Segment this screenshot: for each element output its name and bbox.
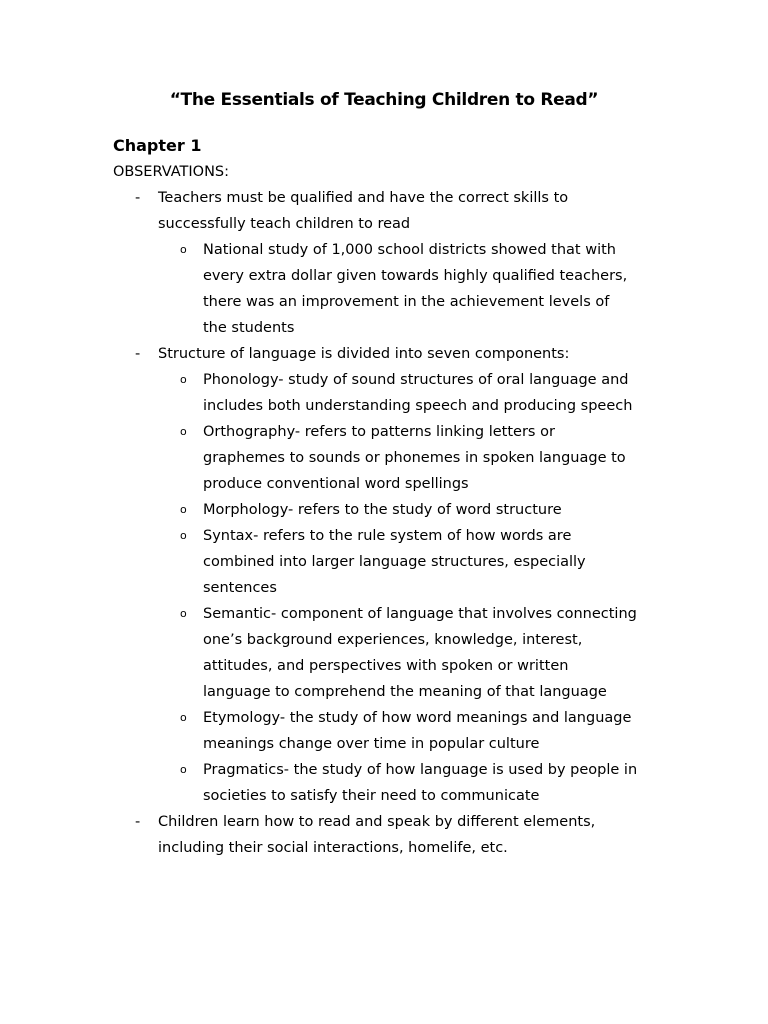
sub-bullet-text [203,523,663,601]
sub-bullet-item [0,523,768,601]
circle-bullet-icon: o [180,425,187,438]
text-line: attitudes, and perspectives with spoken or written [203,658,569,674]
text-line: sentences [203,580,277,596]
text-line: language to comprehend the meaning of that language [203,684,607,700]
text-line: the students [203,320,295,336]
circle-bullet-icon: o [180,607,187,620]
text-line: meanings change over time in popular culture [203,736,540,752]
sub-bullet-text [203,705,663,757]
text-line: produce conventional word spellings [203,476,469,492]
text-line: Pragmatics- the study of how language is used by people in [203,762,638,778]
bullet-text [158,809,598,861]
text-line: Morphology- refers to the study of word structure [203,502,562,518]
sub-bullet-item [0,367,768,419]
text-line: Children learn how to read and speak by different elements, [158,814,596,830]
sub-bullet-item [0,705,768,757]
sub-bullet-item [0,419,768,497]
sub-bullet-text [203,601,663,705]
sub-bullet-item [0,601,768,705]
bullet-text [158,341,598,367]
text-line: societies to satisfy their need to communicate [203,788,540,804]
text-line: Teachers must be qualified and have the correct skills to [158,190,569,206]
text-line: Syntax- refers to the rule system of how words are [203,528,572,544]
bullet-item [0,185,768,237]
text-line: Etymology- the study of how word meanings and language [203,710,632,726]
text-line: combined into larger language structures, especially [203,554,586,570]
text-line: successfully teach children to read [158,216,411,232]
dash-bullet-icon: - [135,346,141,362]
bullet-item [0,809,768,861]
observations-label: OBSERVATIONS: [113,164,230,180]
chapter-heading: Chapter 1 [113,136,202,155]
text-line: every extra dollar given towards highly qualified teachers, [203,268,628,284]
text-line: includes both understanding speech and producing speech [203,398,633,414]
text-line: one’s background experiences, knowledge, interest, [203,632,583,648]
sub-bullet-item [0,497,768,523]
text-line: National study of 1,000 school districts showed that with [203,242,616,258]
text-line: Orthography- refers to patterns linking letters or [203,424,555,440]
dash-bullet-icon: - [135,814,141,830]
text-line: Semantic- component of language that involves connecting [203,606,637,622]
sub-bullet-item [0,237,768,341]
sub-bullet-text [203,367,663,419]
circle-bullet-icon: o [180,711,187,724]
sub-bullet-text [203,419,663,497]
dash-bullet-icon: - [135,190,141,206]
circle-bullet-icon: o [180,503,187,516]
bullet-item [0,341,768,367]
sub-bullet-text [203,237,663,341]
sub-bullet-item [0,757,768,809]
circle-bullet-icon: o [180,529,187,542]
bullet-text [158,185,598,237]
circle-bullet-icon: o [180,243,187,256]
text-line: graphemes to sounds or phonemes in spoken language to [203,450,626,466]
text-line: there was an improvement in the achievement levels of [203,294,610,310]
text-line: Phonology- study of sound structures of oral language and [203,372,629,388]
circle-bullet-icon: o [180,373,187,386]
sub-bullet-text [203,497,663,523]
document-title: “The Essentials of Teaching Children to Read” [169,90,599,110]
circle-bullet-icon: o [180,763,187,776]
text-line: including their social interactions, homelife, etc. [158,840,508,856]
text-line: Structure of language is divided into seven components: [158,346,570,362]
sub-bullet-text [203,757,663,809]
observations-list [0,185,768,861]
